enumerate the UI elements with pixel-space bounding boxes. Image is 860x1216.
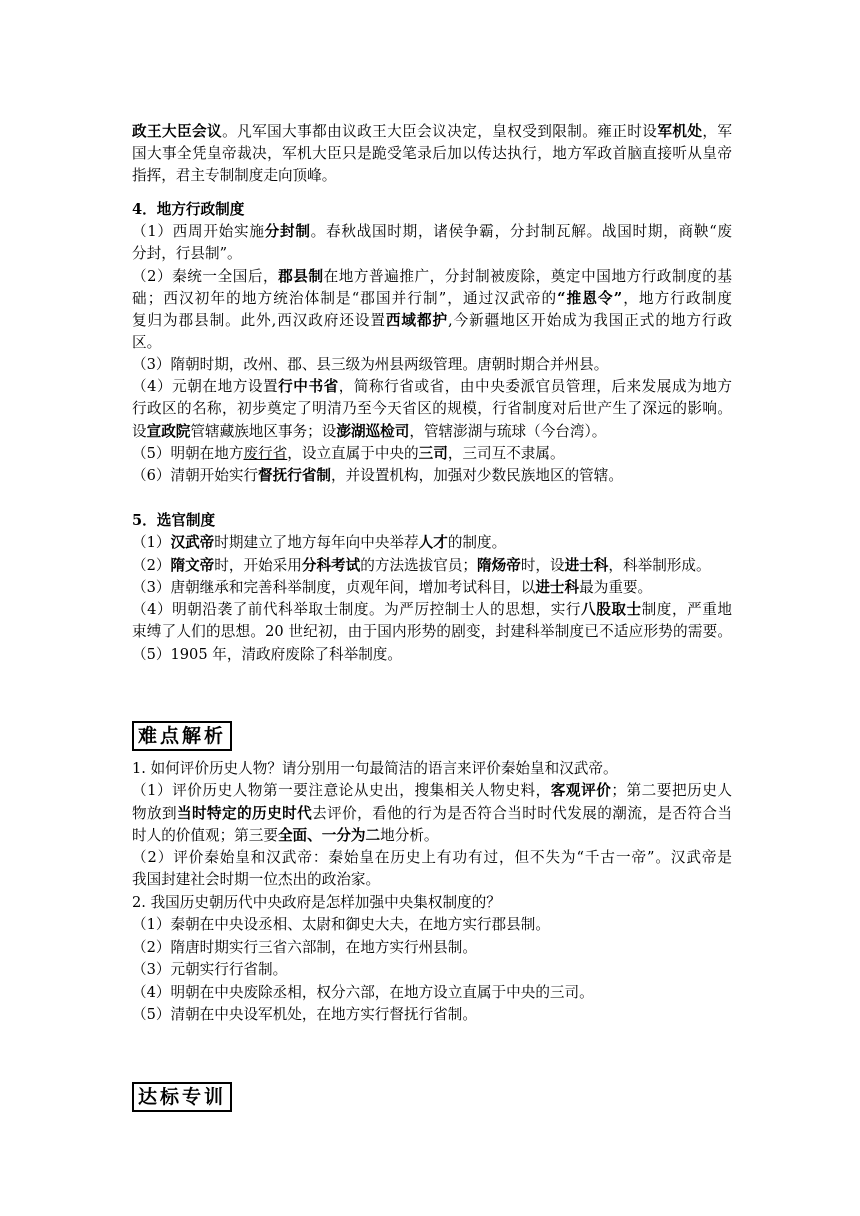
keyword: 宣政院 (146, 423, 191, 440)
paragraph-line: 分封，行县制”。 (132, 245, 242, 262)
paragraph-line: 我国封建社会时期一位杰出的政治家。 (132, 871, 381, 888)
keyword: 行中书省 (278, 378, 339, 395)
keyword: 隋炀帝 (477, 557, 521, 574)
keyword: 客观评价 (550, 782, 612, 799)
paragraph-line: （1）秦朝在中央设丞相、太尉和御史大夫，在地方实行郡县制。 (132, 916, 550, 933)
paragraph-line: （2）秦统一全国后，郡县制在地方普遍推广，分封制被废除，奠定中国地方行政制度的基 (132, 268, 732, 285)
paragraph-line (132, 121, 732, 143)
paragraph-line: 时人的价值观；第三要全面、一分为二地分析。 (132, 827, 439, 844)
keyword: 澎湖巡检司 (336, 423, 410, 440)
paragraph-line: 束缚了人们的思想。20 世纪初，由于国内形势的剧变，封建科举制度已不适应形势的需要。 (132, 623, 732, 640)
keyword: 郡县制 (278, 268, 324, 285)
paragraph-line: 区。 (132, 334, 162, 351)
section-heading-box: 达标专训 (132, 1082, 232, 1112)
keyword: “推恩令” (557, 290, 623, 307)
paragraph-line: （1）评价历史人物第一要注意论从史出，搜集相关人物史料，客观评价；第二要把历史人 (132, 782, 732, 799)
keyword: 汉武帝 (170, 534, 215, 551)
paragraph-line: 设宣政院管辖藏族地区事务；设澎湖巡检司，管辖澎湖与琉球（今台湾）。 (132, 423, 607, 440)
question-line: 2. 我国历史朝历代中央政府是怎样加强中央集权制度的？ (132, 894, 501, 911)
section-title: 5．选官制度 (132, 512, 216, 529)
paragraph-line: （4）元朝在地方设置行中书省，简称行省或省，由中央委派官员管理，后来发展成为地方 (132, 378, 732, 395)
paragraph-line: （2）隋唐时期实行三省六部制，在地方实行州县制。 (132, 939, 477, 956)
paragraph-line: （1）汉武帝时期建立了地方每年向中央举荐人才的制度。 (132, 534, 507, 551)
paragraph-line: 国大事全凭皇帝裁决，军机大臣只是跪受笔录后加以传达执行，地方军政首脑直接听从皇帝 (132, 145, 732, 162)
paragraph-line: 础；西汉初年的地方统治体制是“郡国并行制”，通过汉武帝的“推恩令”，地方行政制度 (132, 290, 732, 307)
keyword: 人才 (418, 534, 448, 551)
paragraph-line: （5）明朝在地方废行省，设立直属于中央的三司，三司互不隶属。 (132, 445, 565, 462)
section-heading-box: 难点解析 (132, 721, 232, 751)
keyword: 西域都护 (385, 312, 448, 329)
keyword: 进士科 (535, 579, 580, 596)
paragraph-line: （5）清朝在中央设军机处，在地方实行督抚行省制。 (132, 1006, 477, 1023)
text: ，军 (702, 123, 732, 140)
keyword: 军机处 (657, 123, 703, 140)
paragraph-line: 物放到当时特定的历史时代去评价，看他的行为是否符合当时时代发展的潮流，是否符合当 (132, 805, 732, 822)
keyword: 全面、一分为二 (277, 827, 381, 844)
keyword: 分封制 (264, 223, 311, 240)
paragraph-line: （1）西周开始实施分封制。春秋战国时期，诸侯争霸，分封制瓦解。战国时期，商鞅“废 (132, 223, 732, 240)
paragraph-line: （6）清朝开始实行督抚行省制，并设置机构，加强对少数民族地区的管辖。 (132, 467, 623, 484)
underlined-term: 废行省 (243, 445, 288, 462)
paragraph-line: （2）隋文帝时，开始采用分科考试的方法选拔官员；隋炀帝时，设进士科，科举制形成。 (132, 557, 711, 574)
paragraph-line: （3）唐朝继承和完善科举制度，贞观年间，增加考试科目，以进士科最为重要。 (132, 579, 653, 596)
paragraph-line: （2）评价秦始皇和汉武帝：秦始皇在历史上有功有过，但不失为“千古一帝”。汉武帝是 (132, 849, 732, 866)
paragraph-line: （3）元朝实行行省制。 (132, 961, 288, 978)
text: 。凡军国大事都由议政王大臣会议决定，皇权受到限制。雍正时设 (222, 123, 658, 140)
keyword: 当时特定的历史时代 (177, 805, 313, 822)
paragraph-line: （4）明朝在中央废除丞相，权分六部，在地方设立直属于中央的三司。 (132, 984, 594, 1001)
keyword: 八股取士 (581, 601, 642, 618)
keyword: 三司 (418, 445, 448, 462)
question-line: 1. 如何评价历史人物？请分别用一句最简洁的语言来评价秦始皇和汉武帝。 (132, 760, 618, 777)
paragraph-line: （4）明朝沿袭了前代科举取士制度。为严厉控制士人的思想，实行八股取士制度，严重地 (132, 601, 732, 618)
keyword: 进士科 (564, 557, 609, 574)
keyword: 政王大臣会议 (132, 123, 223, 140)
paragraph-line: 指挥，君主专制制度走向顶峰。 (132, 167, 337, 184)
keyword: 督抚行省制 (258, 467, 332, 484)
paragraph-line: 复归为郡县制。此外,西汉政府还设置西域都护,今新疆地区开始成为我国正式的地方行政 (132, 312, 733, 329)
section-title: 4．地方行政制度 (132, 201, 245, 218)
paragraph-line: 行政区的名称，初步奠定了明清乃至今天省区的规模，行省制度对后世产生了深远的影响。 (132, 400, 732, 417)
paragraph-line: （3）隋朝时期，改州、郡、县三级为州县两级管理。唐朝时期合并州县。 (132, 356, 609, 373)
keyword: 分科考试 (301, 557, 361, 574)
paragraph-line: （5）1905 年，清政府废除了科举制度。 (132, 646, 402, 663)
keyword: 隋文帝 (170, 557, 215, 574)
